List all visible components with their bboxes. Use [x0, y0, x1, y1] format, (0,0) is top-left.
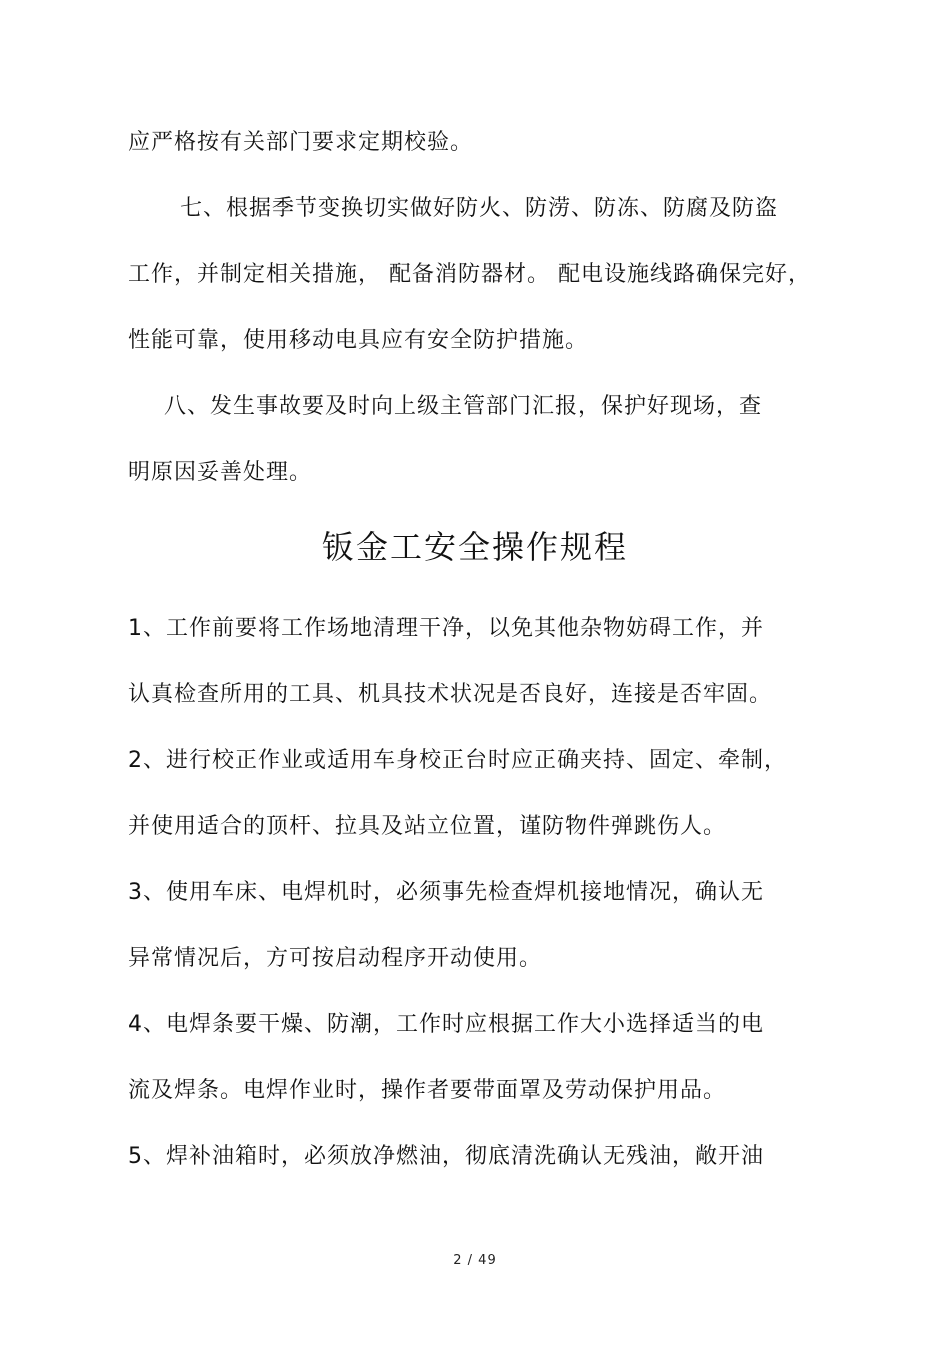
rule-line: 并使用适合的顶杆、拉具及站立位置，谨防物件弹跳伤人。 [128, 814, 727, 839]
rule-line: 1、工作前要将工作场地清理干净，以免其他杂物妨碍工作，并 [128, 616, 764, 641]
paragraph-line: 七、根据季节变换切实做好防火、防涝、防冻、防腐及防盗 [180, 196, 779, 221]
rule-line: 2、进行校正作业或适用车身校正台时应正确夹持、固定、牵制， [128, 748, 787, 773]
paragraph-line: 工作，并制定相关措施， 配备消防器材。 配电设施线路确保完好， [128, 262, 811, 287]
rule-line: 4、电焊条要干燥、防潮，工作时应根据工作大小选择适当的电 [128, 1012, 764, 1037]
rule-line: 3、使用车床、电焊机时，必须事先检查焊机接地情况，确认无 [128, 880, 764, 905]
rule-line: 认真检查所用的工具、机具技术状况是否良好，连接是否牢固。 [128, 682, 773, 707]
paragraph-line: 应严格按有关部门要求定期校验。 [128, 130, 474, 155]
rule-line: 异常情况后，方可按启动程序开动使用。 [128, 946, 543, 971]
paragraph-line: 明原因妥善处理。 [128, 460, 313, 485]
paragraph-line: 八、发生事故要及时向上级主管部门汇报，保护好现场，查 [164, 394, 763, 419]
paragraph-line: 性能可靠，使用移动电具应有安全防护措施。 [128, 328, 589, 353]
page-number: 2 / 49 [453, 1253, 497, 1268]
section-title: 钣金工安全操作规程 [321, 528, 628, 566]
rule-line: 流及焊条。电焊作业时，操作者要带面罩及劳动保护用品。 [128, 1078, 727, 1103]
rule-line: 5、焊补油箱时，必须放净燃油，彻底清洗确认无残油，敞开油 [128, 1144, 764, 1169]
